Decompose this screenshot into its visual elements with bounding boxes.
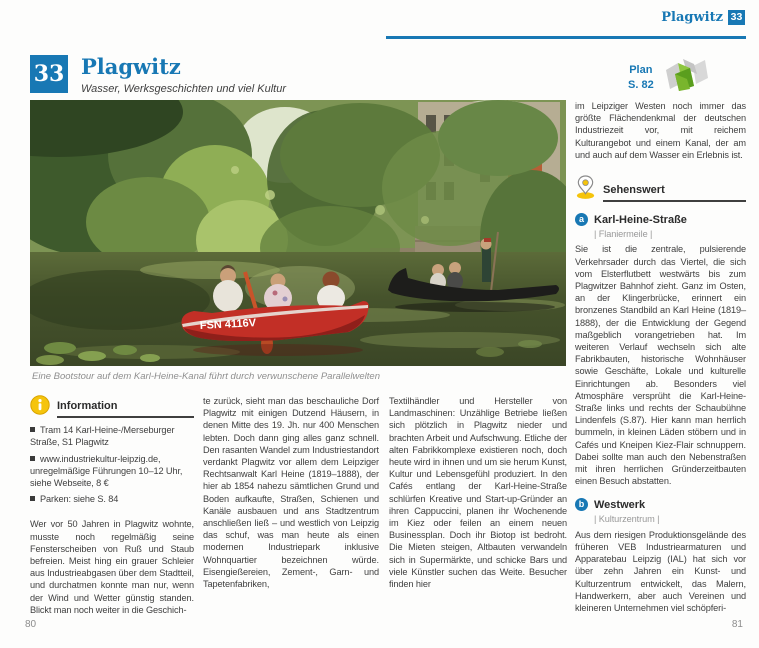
info-item-tram: Tram 14 Karl-Heine-/Merseburger Straße, S1 Plagwitz (30, 425, 175, 448)
square-bullet-icon (30, 456, 35, 461)
photo-caption: Eine Bootstour auf dem Karl-Heine-Kanal führt durch verwunschene Parallelwelten (32, 371, 380, 382)
map-pin-icon (575, 174, 596, 202)
page-number-right: 81 (731, 619, 743, 630)
plan-page: S. 82 (628, 78, 654, 91)
paragraph-col3: Textilhändler und Hersteller von Landmaschinen: Unzählige Betriebe ließen sich plötzlich in Plagwitz nieder und brachten Arbeit und Aufschwung. Etliche der alten Fabrikkomplexe existieren noch, doch heute wird in ihnen und um sie herum Kunst, Kultur und Lebensgefühl produziert. In den Cafés entlang der Karl-Heine-Straße schlürfen Kreative und Start-up-Gründer an ihren Cappuccini, planen ihr Wochenende im Kiez oder feilen an einem neuen Businessplan. Doch ihr Biotop ist bedroht. Die Mieten steigen, Altbauten verwandeln sich in Supermärkte, und schicke Bars und viele Künstler suchen das Weite. Besucher finden hier (389, 396, 567, 590)
info-item-website: www.industriekultur-leipzig.de, unregelmäßige Führungen 10–12 Uhr, siehe Webseite, 8 € (30, 453, 183, 489)
boat-registration: FSN 4116V (199, 317, 257, 332)
paragraph-col2: te zurück, sieht man das beschauliche Dorf Plagwitz mit einigen Dutzend Häusern, in denen Mitte des 19. Jh. nur 400 Menschen lebten. Doch dann ging alles ganz schnell. Den rasanten Wandel zum Industriestandort verdankt Plagwitz vor allem dem Leipziger Rechtsanwalt Karl Heine (1819–1888), der hier ab 1854 nahezu sämtlichen Grund und Boden aufkaufte, Straßen, Schienen und Kanäle ausbauen und ans Stadtzentrum anschließen ließ – und westlich von Leipzig das schuf, was man heute als einen modernen Industriepark inklusive Wohnquartier bezeichnen würde. Eisengießereien, Zement-, Garn- und Tapetenfabriken, (203, 396, 379, 590)
square-bullet-icon (30, 496, 35, 501)
entry-a-category: | Flaniermeile | (594, 229, 653, 240)
sehenswert-title: Sehenswert (603, 184, 746, 202)
sidebar-column (575, 100, 746, 614)
square-bullet-icon (30, 427, 35, 432)
header-rule (386, 36, 746, 39)
map-icon (663, 56, 709, 99)
entry-a-badge: a (575, 213, 588, 226)
canal-photo (30, 100, 566, 366)
plan-label: Plan (629, 64, 653, 77)
running-header-title: Plagwitz (661, 10, 723, 25)
text-column-2 (203, 395, 379, 590)
info-box-header (30, 395, 194, 418)
sehenswert-header (575, 174, 746, 202)
plan-reference (628, 56, 709, 99)
page-subtitle: Wasser, Werksgeschichten und viel Kultur (81, 83, 287, 96)
page-number-left: 80 (25, 619, 37, 630)
entry-b-header (575, 498, 746, 511)
chapter-title-block (30, 55, 286, 95)
entry-a-title: Karl-Heine-Straße (594, 213, 687, 226)
chapter-number-box: 33 (30, 55, 68, 93)
entry-a-header (575, 213, 746, 226)
chapter-number-badge: 33 (728, 10, 745, 25)
entry-b-badge: b (575, 498, 588, 511)
paragraph-col1: Wer vor 50 Jahren in Plagwitz wohnte, musste noch regelmäßig seine Fensterscheiben von Ruß und Staub befreien. Meist hing ein grauer Schleier aus Industrieabgasen über dem Stadtteil, und durchatmen konnte man nur, wenn der Wind und Wetter günstig standen. Blickt man noch weiter in die Geschich- (30, 519, 194, 615)
info-box-title: Information (57, 400, 194, 418)
entry-a-text: Sie ist die zentrale, pulsierende Verkehrsader durch das Viertel, die sich vom Elsterflutbett westwärts bis zum Plagwitzer Bahnhof zieht. Ganz im Osten, an der Klingerbrücke, erinnert ein bronzenes Standbild an Karl Heine (1819–1888), der die Entwicklung der Gegend maßgeblich vorangetrieben hat. Im weiteren Verlauf wechseln sich alte Fabrikbauten, historische Wohnhäuser sowie Geschäfte, Lokale und kulturelle Einrichtungen ab. Besonders viel Atmosphäre versprüht die Karl-Heine-Straße links und rechts der Schaubühne Lindenfels (S.87). Hier kann man herrlich bummeln, in kleinen Läden stöbern und in Cafés und Kneipen Kiez-Flair schnuppern. Dabei sollte man auch den Nebenstraßen mit ihren herrlichen Gründerzeitbauten einen Besuch abstatten. (575, 244, 746, 487)
sidebar-intro: im Leipziger Westen noch immer das größte Flächendenkmal der deutschen Industriezeit vor, mit reichem Kulturangebot und einem Kanal, der am und auch auf dem Wasser ein Erlebnis ist. (575, 101, 746, 160)
page-title: Plagwitz (81, 54, 181, 79)
text-column-1 (30, 395, 194, 616)
info-item-parking: Parken: siehe S. 84 (30, 493, 194, 505)
entry-b-text: Aus dem riesigen Produktionsgelände des früheren VEB Industriearmaturen und Apparatebau Leipzig (IAL) hat sich vor über zehn Jahren ein Kunst- und Kulturzentrum entwickelt, das Malern, Handwerkern, aber auch Vereinen und kleineren Unternehmen viel schöpferi- (575, 529, 746, 613)
info-icon (30, 395, 50, 418)
running-header (661, 10, 745, 25)
text-column-3 (389, 395, 567, 590)
entry-b-title: Westwerk (594, 498, 646, 511)
entry-b-category: | Kulturzentrum | (594, 514, 660, 525)
